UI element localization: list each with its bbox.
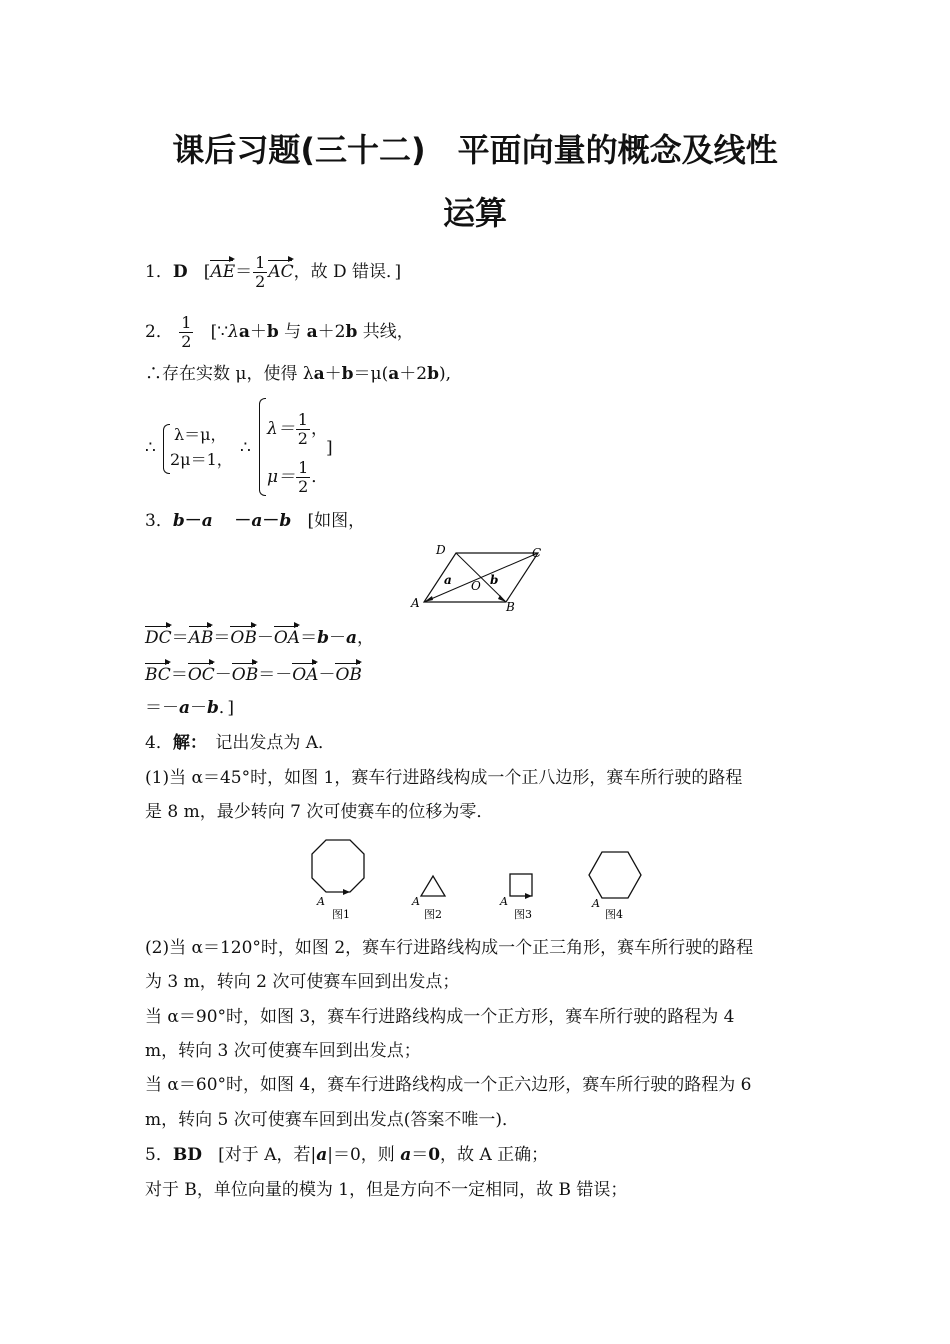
q4-para3-line1: 当 α＝90°时，如图 3，赛车行进路线构成一个正方形，赛车所行驶的路程为 4 [145,1007,735,1027]
q4-para2-line1: (2)当 α＝120°时，如图 2，赛车行进路线构成一个正三角形，赛车所行驶的路程 [145,938,754,958]
sys2-frac1-den: 2 [297,429,308,448]
fig1-A: A [317,895,325,908]
q4-start: 记出发点为 A． [198,733,336,753]
q4-para4-line1: 当 α＝60°时，如图 4，赛车行进路线构成一个正六边形，赛车所行驶的路程为 6 [145,1075,752,1095]
eq1-eq: ＝ [171,628,189,648]
fig2-label: 图2 [424,908,442,921]
q5-text2: |＝0，则 [327,1145,401,1165]
vector-OB: OB [230,624,256,650]
q1-frac-den: 2 [255,272,266,291]
vector-AE: AE [210,258,235,284]
q3-number: 3． [145,511,173,531]
sys2-frac2-den: 2 [298,477,309,496]
fig2-A: A [412,895,420,908]
q3-a2: a [251,511,263,531]
q2-frac-den: 2 [181,332,192,351]
q5-answer: BD [172,1145,202,1165]
q3-equation-3 [145,696,234,720]
sys2-frac1 [296,411,310,448]
q2-l2-b2: b [427,364,439,384]
system2-row1 [267,411,328,448]
page-title-line1: 课后习题(三十二) 平面向量的概念及线性 [172,131,778,169]
q5-text1: [对于 A，若| [218,1145,317,1165]
q2-lambda: λ [228,322,239,342]
q2-l2-b: b [341,364,354,384]
sys2-dot: ． [311,467,329,487]
system1-row2: 2μ＝1， [170,450,233,469]
q2-vec-a2: a [306,322,318,342]
answer-1 [145,254,401,291]
q2-vec-b: b [266,322,279,342]
label-D: D [436,543,446,557]
q2-l2-plus2: ＋2 [399,364,428,384]
sys2-frac1-num: 1 [297,410,308,429]
q5-line2: 对于 B，单位向量的模为 1，但是方向不一定相同，故 B 错误； [145,1180,628,1200]
eq1-a: a [345,628,357,648]
eq3-end: ．] [218,698,235,718]
fig3-A: A [500,895,508,908]
q2-vec-b2: b [345,322,358,342]
q2-close-bracket: ] [326,438,333,458]
sys2-frac2-num: 1 [298,458,309,477]
polygon-figures [300,834,670,926]
q2-collinear: 共线， [357,322,414,342]
eq3-pre: ＝－ [145,698,179,718]
brace-system-2 [259,398,266,496]
eq1-minus: － [256,628,274,648]
page-title-line2: 运算 [442,194,507,232]
label-O: O [471,579,481,593]
q1-fraction [253,254,267,291]
q4-para4-line2: m，转向 5 次可使赛车回到出发点(答案不唯一)． [145,1110,520,1130]
eq1-eq2: ＝ [213,628,231,648]
system2-row2 [267,459,328,496]
system1-row1: λ＝μ， [174,425,227,444]
q1-rest: ，故 D 错误．] [293,262,402,282]
octagon-shape [312,840,364,892]
sys2-comma: ， [310,419,328,439]
vector-BC: BC [145,661,171,687]
eq1-comma: ， [356,628,374,648]
eq1-eq3: ＝ [300,628,318,648]
q3-note: [如图， [307,511,366,531]
q3-a: a [201,511,213,531]
q1-equals: ＝ [235,262,253,282]
q5-zero: 0 [428,1145,441,1165]
eq1-minus2: － [328,628,346,648]
q3-equation-1 [145,624,374,650]
answer-3 [145,509,365,533]
eq3-a: a [179,698,191,718]
q3-b2: b [279,511,292,531]
q4-para1-line1: (1)当 α＝45°时，如图 1，赛车行进路线构成一个正八边形，赛车所行驶的路程 [145,768,743,788]
q2-therefore-2: ∴ [240,438,251,458]
sys2-mu: μ＝ [267,467,296,487]
q3-neg: － [234,511,252,531]
q3-minus: － [184,511,202,531]
q2-plus: ＋ [249,322,267,342]
q2-plus2: ＋2 [317,322,346,342]
triangle-shape [421,876,445,896]
hexagon-shape [589,852,641,898]
q5-eq: ＝ [411,1145,429,1165]
brace-system-1 [163,424,170,474]
label-a: a [444,573,452,587]
label-B: B [506,600,515,612]
diagonal-DB [456,553,506,602]
square-shape [510,874,532,896]
vector-DC: DC [145,624,172,650]
vector-OB-3: OB [335,661,361,687]
eq2-neg: － [275,665,293,685]
q2-because: [∵ [210,322,229,342]
q3-minus2: － [262,511,280,531]
fig4-label: 图4 [605,908,623,921]
fig4-A: A [592,897,600,910]
q2-vec-a: a [238,322,250,342]
arrowhead-B [498,595,506,602]
sys2-frac2 [296,459,310,496]
eq3-minus: － [190,698,208,718]
q5-a: a [316,1145,328,1165]
q2-answer-fraction [179,314,193,351]
q5-a2: a [400,1145,412,1165]
q2-frac-num: 1 [181,313,192,332]
eq2-eq: ＝ [170,665,188,685]
label-C: C [532,546,542,560]
vector-OB-2: OB [232,661,258,687]
vector-AB: AB [189,624,214,650]
q5-text3: ，故 A 正确； [440,1145,549,1165]
octagon-arrow [343,889,350,895]
q2-l2-end: ), [438,364,452,384]
q1-frac-num: 1 [255,253,266,272]
vector-OA: OA [274,624,300,650]
fig3-label: 图3 [514,908,532,921]
q4-para1-line2: 是 8 m，最少转向 7 次可使赛车的位移为零． [145,802,494,822]
eq3-b: b [207,698,219,718]
square-arrow [525,893,532,899]
eq1-b: b [317,628,329,648]
vector-OA-2: OA [292,661,318,687]
eq2-minus: － [214,665,232,685]
vector-AC: AC [268,258,293,284]
q2-l2-a: a [313,364,325,384]
q4-para3-line2: m，转向 3 次可使赛车回到出发点； [145,1041,421,1061]
eq2-minus2: － [318,665,336,685]
q3-b: b [172,511,185,531]
q1-number: 1． [145,262,173,282]
parallelogram-figure [408,540,548,612]
answer-2 [145,314,414,351]
label-A: A [411,596,420,610]
q1-answer: D [172,262,188,282]
q4-para2-line2: 为 3 m，转向 2 次可使赛车回到出发点； [145,972,460,992]
label-b: b [490,573,499,587]
q5-number: 5． [145,1145,173,1165]
q2-with: 与 [278,322,307,342]
q2-l2-plus: ＋ [324,364,342,384]
q2-therefore: ∴ [145,438,156,458]
q1-bracket: [ [203,262,211,282]
q2-l2-a2: a [388,364,400,384]
vector-OC: OC [188,661,215,687]
q4-number: 4． [145,733,173,753]
answer-5 [145,1143,548,1167]
sys2-lambda: λ＝ [267,419,295,439]
q2-number: 2． [145,322,173,342]
q3-equation-2 [145,661,362,687]
fig1-label: 图1 [332,908,350,921]
eq2-eq2: ＝ [258,665,276,685]
q2-line2 [145,362,451,386]
q2-l2-mu: ＝μ( [353,364,389,384]
answer-4 [145,731,335,755]
q2-exists: ∴存在实数 μ，使得 λ [145,364,314,384]
q4-label: 解： [172,733,199,753]
